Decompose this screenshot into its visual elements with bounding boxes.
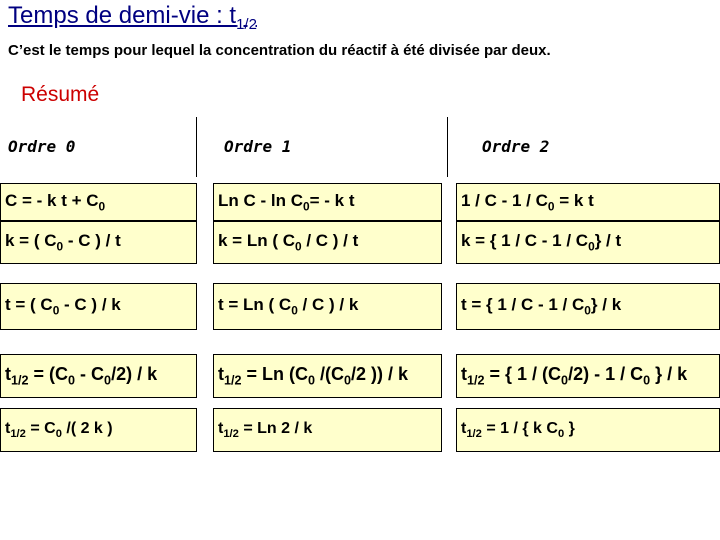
formula-cell-order-0 (0, 183, 197, 221)
column-header-order-1: Ordre 1 (224, 137, 292, 156)
formula-cell-order-1 (213, 354, 442, 398)
formula-text: $t_{1/2}$ = { $1 / (C_0/2) - 1 / C_0$ } / k (461, 364, 688, 388)
formula-cell-order-2 (456, 221, 720, 264)
page-title-subscript: 1/2 (236, 16, 257, 33)
column-headers (0, 117, 720, 177)
formula-text: k = Ln ( $C_0$ / C ) / t (218, 231, 359, 254)
formula-text: C = - k $t + C_0$ (5, 190, 106, 214)
column-header-order-2: Ordre 2 (482, 137, 550, 156)
formula-cell-order-1 (213, 183, 442, 221)
column-divider (447, 117, 448, 177)
formula-text: $t_{1/2} = (C_0 - C_0/2) / k$ (5, 364, 158, 388)
formula-cell-order-2 (456, 408, 720, 452)
formula-cell-order-0 (0, 408, 197, 452)
formula-text: k = ( $C_0$ - C ) / t (5, 231, 121, 254)
formula-cell-order-0 (0, 354, 197, 398)
column-divider (196, 117, 197, 177)
formula-text: t = ( $C_0$ - C ) / k (5, 295, 121, 318)
formula-text: $t_{1/2} = Ln$ 2 / k (218, 419, 313, 441)
formula-text: $t_{1/2} = C_0$ /( 2 k ) (5, 419, 113, 441)
column-header-order-0: Ordre 0 (8, 137, 76, 156)
formula-text: $t_{1/2} = Ln$ ($C_0$ $/(C_0/2$ )) / k (218, 364, 409, 388)
formula-text: Ln $C - \ln C_0= - k$ t (218, 190, 355, 214)
formula-text: $t_{1/2} = 1$ / { k $C_0$ } (461, 419, 575, 441)
page-title (8, 2, 257, 33)
formula-cell-order-2 (456, 283, 720, 330)
formula-cell-order-1 (213, 221, 442, 264)
formula-text: $1 / C - 1 / C_0 = k$ t (461, 190, 594, 214)
formula-cell-order-2 (456, 183, 720, 221)
formula-text: t = { 1 / C - $1 / C_0$} / k (461, 295, 622, 318)
formula-cell-order-0 (0, 283, 197, 330)
formula-cell-order-1 (213, 283, 442, 330)
formula-cell-order-0 (0, 221, 197, 264)
formula-text: t = Ln ( $C_0$ / C ) / k (218, 295, 359, 318)
definition-text: C’est le temps pour lequel la concentration du réactif à été divisée par deux. (8, 42, 551, 59)
formula-cell-order-2 (456, 354, 720, 398)
formula-cell-order-1 (213, 408, 442, 452)
resume-label: Résumé (21, 83, 100, 106)
formula-text: k = { 1 / C - $1 / C_0$} / t (461, 231, 622, 254)
page-title-text: Temps de demi-vie : t (8, 2, 237, 29)
